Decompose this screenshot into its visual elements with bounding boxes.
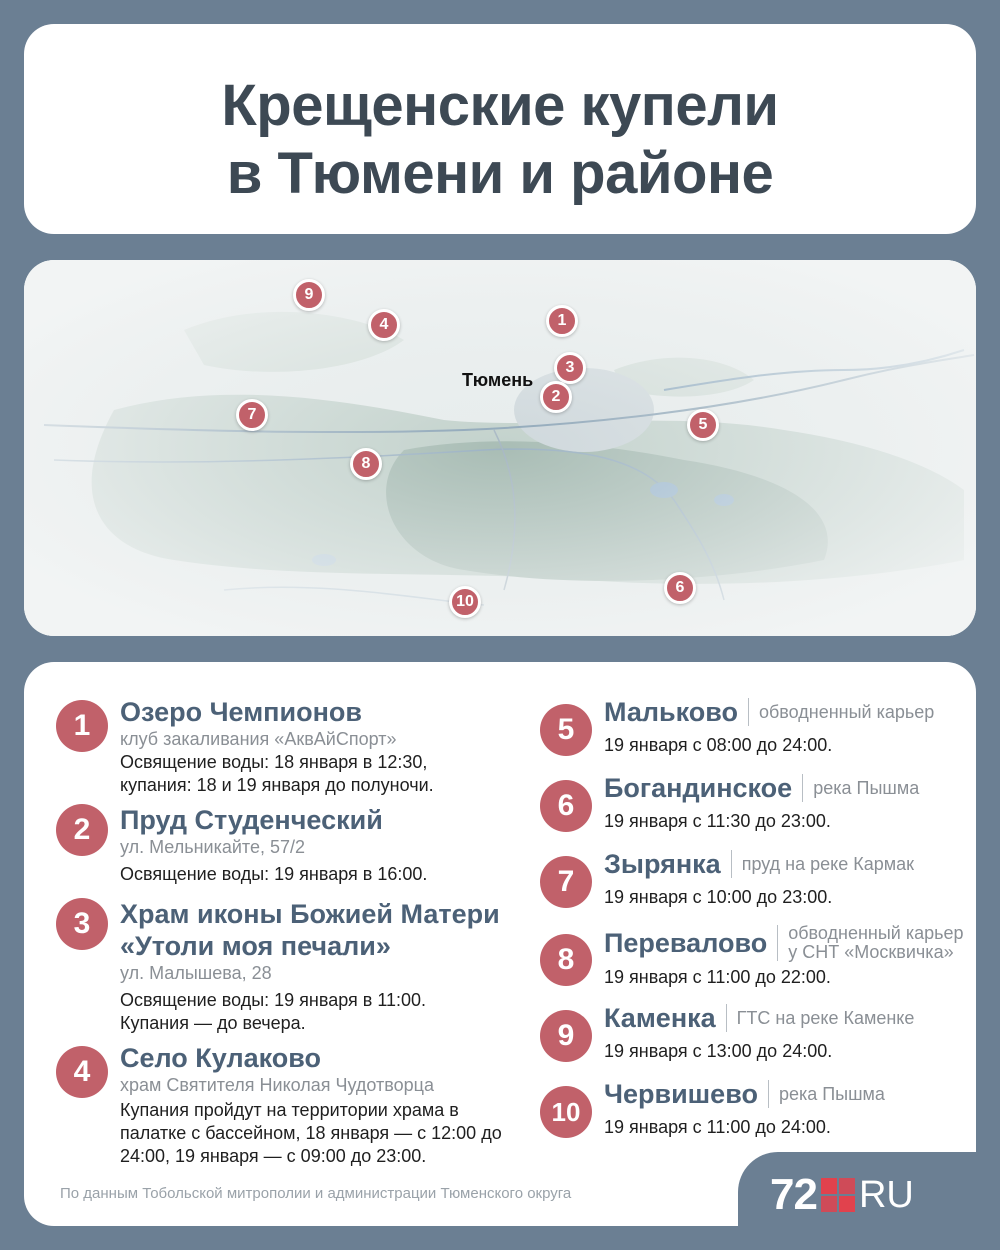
item-subtitle: клуб закаливания «АквАйСпорт»	[120, 729, 397, 749]
item-subtitle: храм Святителя Николая Чудотворца	[120, 1075, 434, 1095]
item-description: 19 января с 13:00 до 24:00.	[604, 1041, 833, 1061]
item-number: 10	[540, 1086, 592, 1138]
locations-list	[24, 662, 976, 1226]
separator	[726, 1004, 727, 1032]
item-subtitle: у СНТ «Москвичка»	[788, 942, 954, 962]
item-name: Село Кулаково	[120, 1043, 321, 1073]
map-marker-4[interactable]: 4	[368, 309, 400, 341]
item-number: 2	[56, 804, 108, 856]
logo-number: 72	[770, 1170, 817, 1219]
item-description: 19 января с 10:00 до 23:00.	[604, 887, 833, 907]
page-title	[24, 72, 976, 208]
item-description: купания: 18 и 19 января до полуночи.	[120, 775, 434, 795]
item-number: 9	[540, 1010, 592, 1062]
item-name: Червишево	[604, 1079, 758, 1109]
item-description: Купания — до вечера.	[120, 1013, 306, 1033]
map[interactable]	[24, 260, 976, 636]
logo-squares-icon	[821, 1178, 855, 1212]
item-description: 24:00, 19 января — с 09:00 до 23:00.	[120, 1146, 427, 1166]
item-subtitle: пруд на реке Кармак	[741, 853, 914, 874]
item-description: 19 января с 11:30 до 23:00.	[604, 811, 831, 831]
logo-suffix: RU	[858, 1173, 914, 1216]
separator	[768, 1080, 769, 1108]
item-description: 19 января с 11:00 до 22:00.	[604, 967, 831, 987]
title-line-2: в Тюмени и районе	[226, 141, 774, 206]
separator	[777, 925, 778, 961]
item-description: 19 января с 11:00 до 24:00.	[604, 1117, 831, 1137]
separator	[748, 698, 749, 726]
item-subtitle: обводненный карьер	[788, 923, 964, 943]
map-marker-10[interactable]: 10	[449, 586, 481, 618]
item-description: Купания пройдут на территории храма в	[120, 1100, 459, 1120]
item-number: 4	[56, 1046, 108, 1098]
item-name: Храм иконы Божией Матери	[120, 899, 500, 929]
item-number: 5	[540, 704, 592, 756]
item-subtitle: обводненный карьер	[758, 701, 935, 722]
title-line-1: Крещенские купели	[221, 73, 779, 138]
item-name: Мальково	[604, 697, 738, 727]
item-name: Перевалово	[604, 928, 768, 958]
map-marker-7[interactable]: 7	[236, 399, 268, 431]
map-marker-6[interactable]: 6	[664, 572, 696, 604]
title-card	[24, 24, 976, 234]
item-subtitle: река Пышма	[778, 1083, 885, 1104]
item-number: 6	[540, 780, 592, 832]
item-name: «Утоли моя печали»	[120, 931, 391, 961]
item-subtitle: ул. Малышева, 28	[120, 963, 272, 983]
item-name: Богандинское	[604, 773, 793, 803]
item-number: 3	[56, 898, 108, 950]
item-description: Освящение воды: 19 января в 11:00.	[120, 990, 427, 1010]
item-description: Освящение воды: 18 января в 12:30,	[120, 752, 428, 772]
map-marker-9[interactable]: 9	[293, 279, 325, 311]
item-number: 7	[540, 856, 592, 908]
item-subtitle: река Пышма	[813, 777, 920, 798]
item-name: Зырянка	[604, 849, 721, 879]
item-number: 1	[56, 700, 108, 752]
map-marker-5[interactable]: 5	[687, 409, 719, 441]
item-description: 19 января с 08:00 до 24:00.	[604, 735, 833, 755]
map-background	[24, 260, 976, 636]
map-marker-8[interactable]: 8	[350, 448, 382, 480]
item-subtitle: ул. Мельникайте, 57/2	[120, 837, 306, 857]
map-marker-2[interactable]: 2	[540, 381, 572, 413]
item-number: 8	[540, 934, 592, 986]
item-description: Освящение воды: 19 января в 16:00.	[120, 864, 428, 884]
item-name: Пруд Студенческий	[120, 805, 383, 835]
site-logo[interactable]	[770, 1170, 914, 1220]
item-name: Озеро Чемпионов	[120, 697, 362, 727]
item-subtitle: ГТС на реке Каменке	[736, 1007, 915, 1028]
item-name: Каменка	[604, 1003, 716, 1033]
map-marker-3[interactable]: 3	[554, 352, 586, 384]
separator	[802, 774, 803, 802]
source-note: По данным Тобольской митрополии и администрации Тюменского округа	[60, 1185, 572, 1202]
map-marker-1[interactable]: 1	[546, 305, 578, 337]
item-description: палатке с бассейном, 18 января — с 12:00 до	[120, 1123, 502, 1143]
separator	[731, 850, 732, 878]
city-label-tyumen: Тюмень	[462, 370, 534, 390]
